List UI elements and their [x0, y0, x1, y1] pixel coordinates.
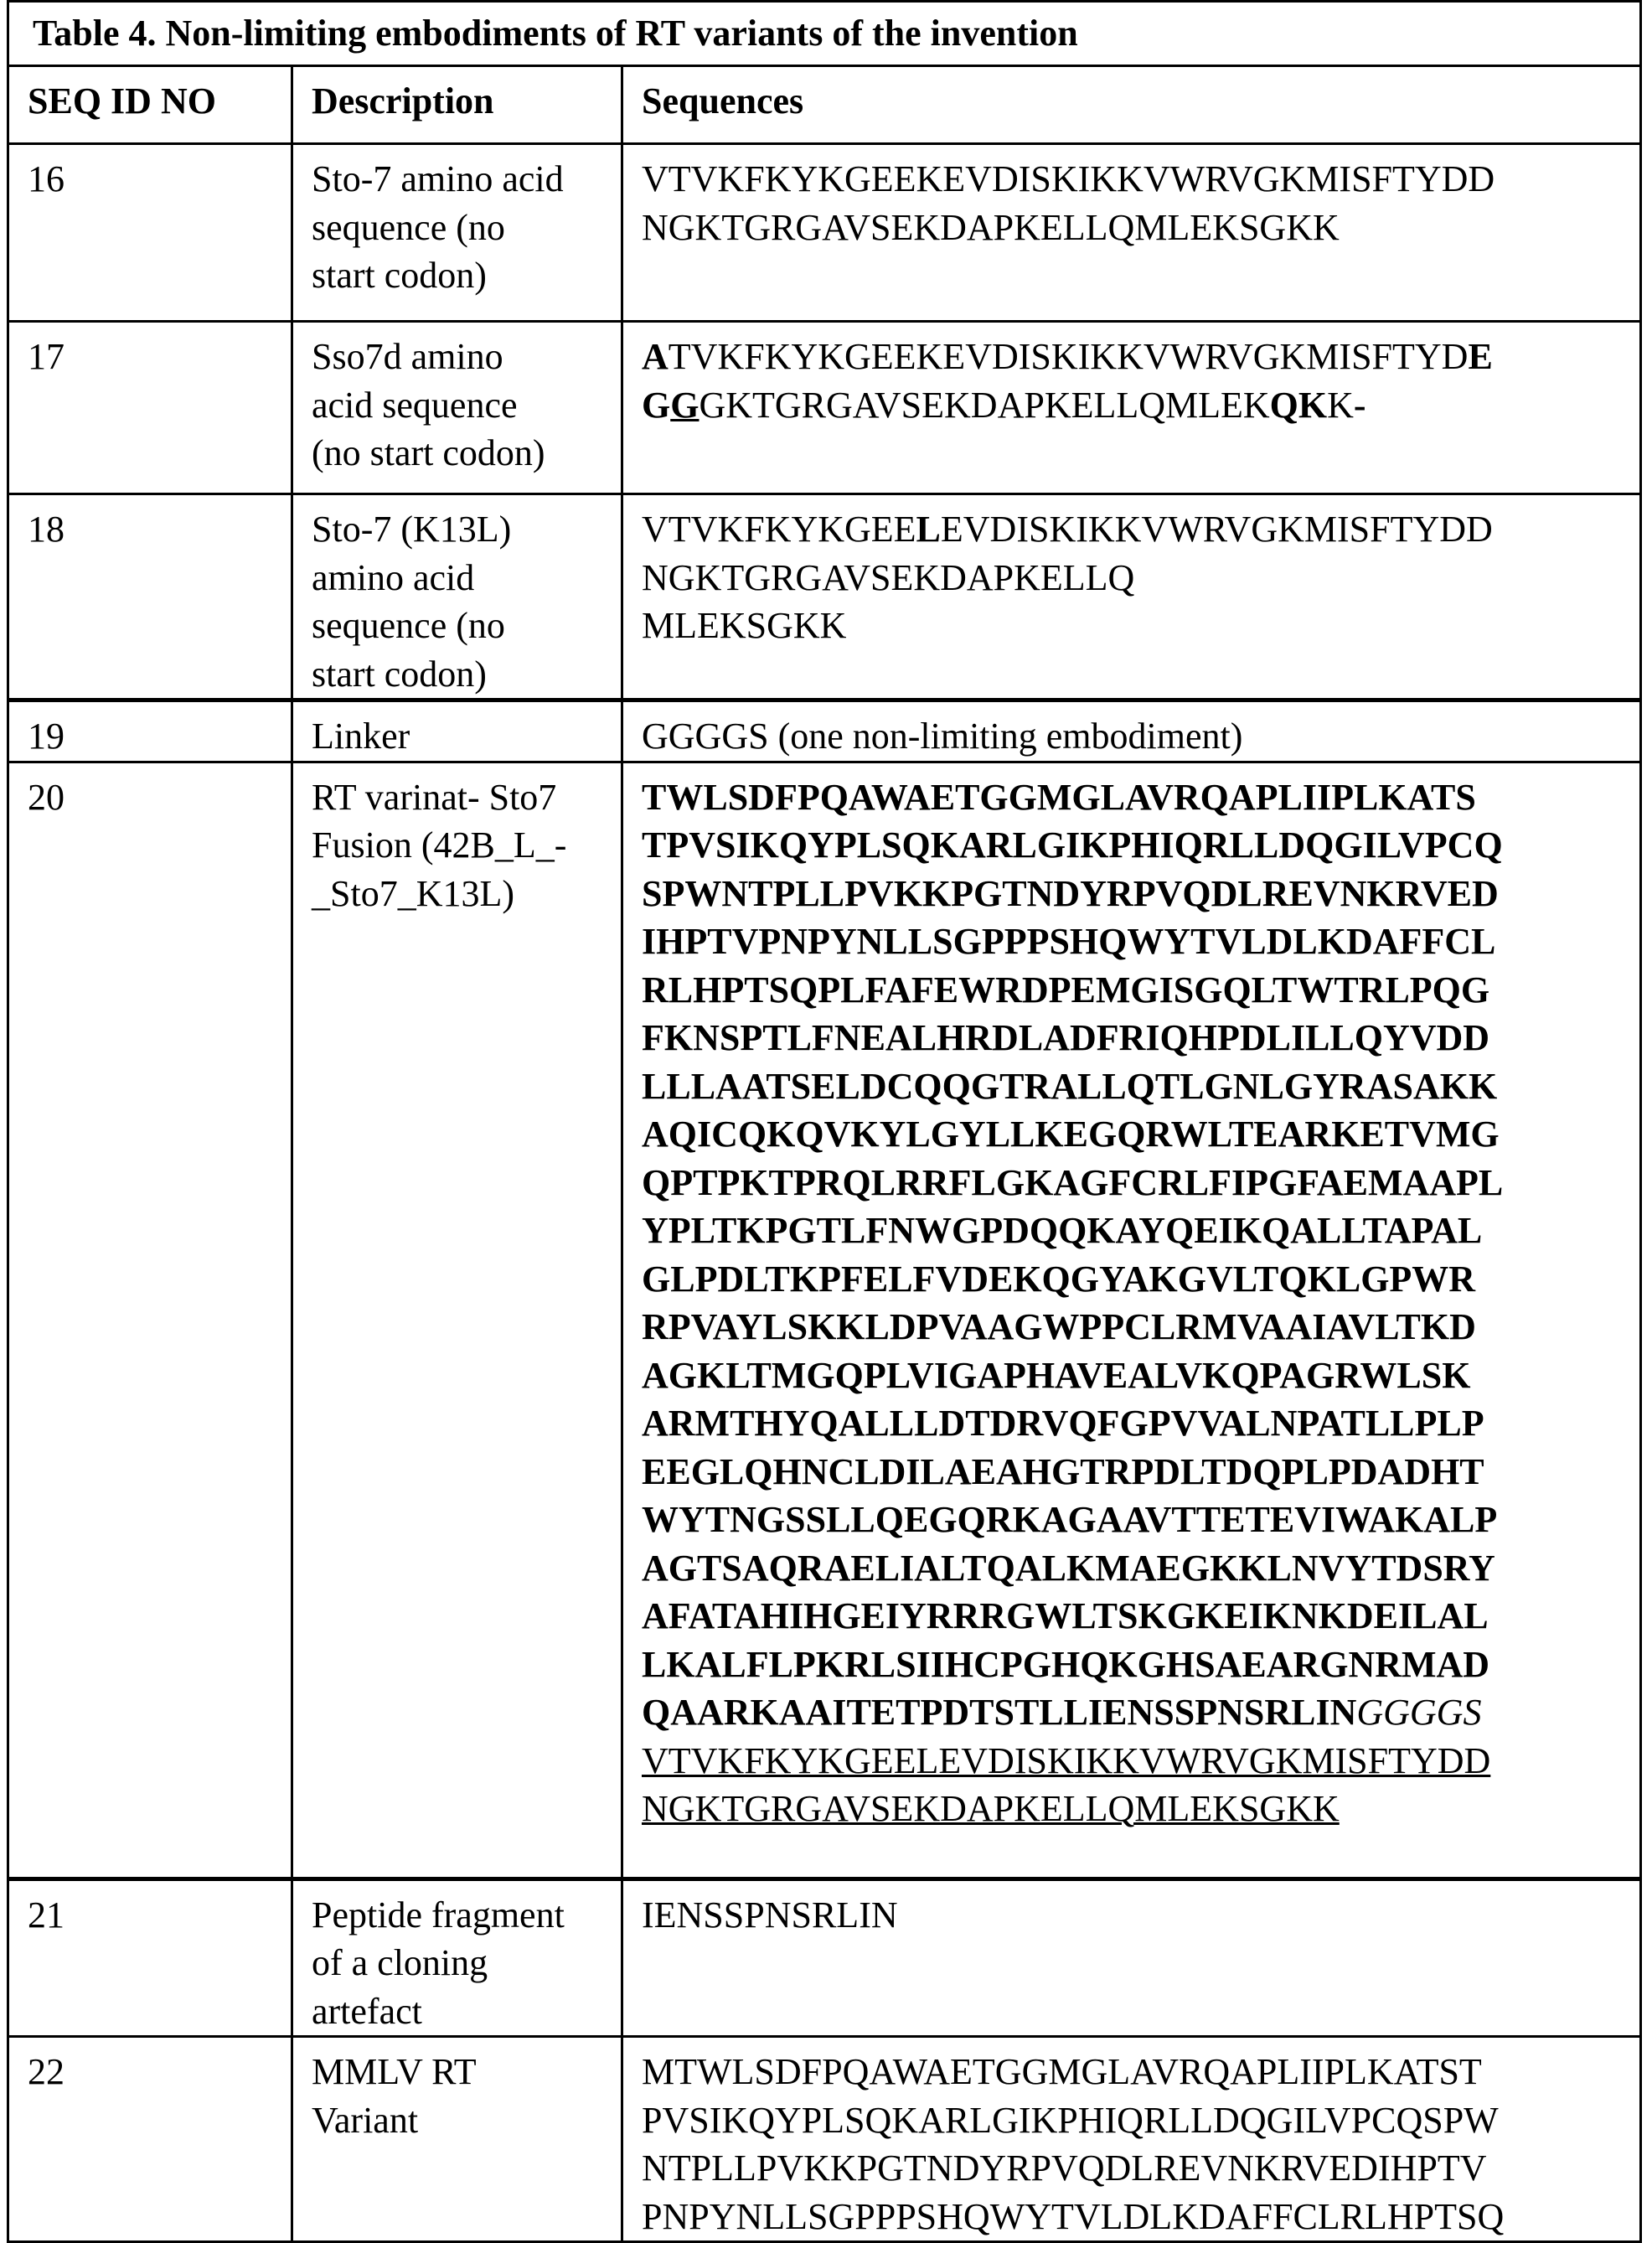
sequence-line — [642, 870, 1629, 918]
sequence-segment: RLHPTSQPLFAFEWRDPEMGISGQLTWTRLPQG — [642, 969, 1489, 1010]
seq-id-cell: 22 — [8, 2037, 292, 2242]
sequence-line — [642, 1785, 1629, 1833]
sequence-line — [642, 155, 1629, 204]
sequence-line — [642, 917, 1629, 966]
description-line: (no start codon) — [312, 429, 611, 478]
table-row — [8, 322, 1641, 494]
sequence-segment: TVKFKYKGEEKEVDISKIKKVWRVGKMISFTYD — [669, 336, 1469, 377]
sequence-segment: GGGGS — [1356, 1692, 1481, 1733]
sequence-segment: QPTPKTPRQLRRFLGKAGFCRLFIPGFAEMAAPL — [642, 1162, 1503, 1203]
seq-id-cell: 21 — [8, 1879, 292, 2037]
description-line: Variant — [312, 2096, 611, 2145]
sequence-segment: IHPTVPNPYNLLSGPPPSHQWYTVLDLKDAFFCL — [642, 921, 1495, 962]
sequence-segment: AGTSAQRAELIALTQALKMAEGKKLNVYTDSRY — [642, 1548, 1495, 1589]
sequence-segment: E — [1468, 336, 1492, 377]
sequence-line — [642, 1641, 1629, 1689]
sequence-segment: VTVKFKYKGEELEVDISKIKKVWRVGKMISFTYDD — [642, 1740, 1490, 1781]
sequence-segment: LKALFLPKRLSIIHCPGHQKGHSAEARGNRMAD — [642, 1644, 1489, 1685]
sequence-segment: IENSSPNSRLIN — [642, 1894, 898, 1935]
description-line: Sto-7 amino acid — [312, 155, 611, 204]
table-row — [8, 762, 1641, 1879]
sequence-segment: GKTGRGAVSEKDAPKELLQMLEK — [699, 385, 1269, 426]
sequence-cell — [622, 2037, 1641, 2242]
sequence-line — [642, 2048, 1629, 2096]
description-line: Peptide fragment — [312, 1891, 611, 1940]
sequence-segment: EVDISKIKKVWRVGKMISFTYDD — [941, 509, 1493, 550]
description-line: artefact — [312, 1987, 611, 2036]
sequence-line — [642, 821, 1629, 870]
table-row — [8, 494, 1641, 700]
sequence-line — [642, 1159, 1629, 1207]
sequence-segment: TWLSDFPQAWAETGGMGLAVRQAPLIIPLKATS — [642, 777, 1476, 818]
sequence-segment: WYTNGSSLLQEGQRKAGAAVTTETEVIWAKALP — [642, 1499, 1497, 1540]
sequence-segment: GLPDLTKPFELFVDEKQGYAKGVLTQKLGPWR — [642, 1258, 1475, 1300]
seq-id-cell: 18 — [8, 494, 292, 700]
sequence-line — [642, 602, 1629, 650]
seq-id-cell: 17 — [8, 322, 292, 494]
sequence-segment: SPWNTPLLPVKKPGTNDYRPVQDLREVNKRVED — [642, 873, 1499, 914]
table-row — [8, 144, 1641, 322]
description-cell — [292, 1879, 622, 2037]
sequence-segment: G — [642, 385, 670, 426]
sequence-line — [642, 1303, 1629, 1351]
sequence-line — [642, 1062, 1629, 1111]
sequence-table — [7, 0, 1642, 2243]
sequence-line — [642, 204, 1629, 252]
table-row — [8, 1879, 1641, 2037]
sequence-segment: A — [642, 336, 669, 377]
sequence-line — [642, 966, 1629, 1015]
table-title: Table 4. Non-limiting embodiments of RT variants of the invention — [8, 2, 1641, 66]
sequence-line — [642, 505, 1629, 554]
sequence-segment: ARMTHYQALLLDTDRVQFGPVVALNPATLLPLP — [642, 1403, 1484, 1444]
header-description: Description — [292, 66, 622, 144]
sequence-segment: NGKTGRGAVSEKDAPKELLQ — [642, 557, 1134, 598]
description-line: RT varinat- Sto7 — [312, 773, 611, 822]
sequence-line — [642, 1110, 1629, 1159]
sequence-line — [642, 2144, 1629, 2193]
sequence-segment: - — [1354, 385, 1366, 426]
sequence-segment: LLLAATSELDCQQGTRALLQTLGNLGYRASAKK — [642, 1066, 1497, 1107]
sequence-cell — [622, 322, 1641, 494]
sequence-cell — [622, 144, 1641, 322]
sequence-line — [642, 554, 1629, 602]
sequence-segment: G — [670, 385, 699, 426]
sequence-segment: YPLTKPGTLFNWGPDQQKAYQEIKQALLTAPAL — [642, 1210, 1482, 1251]
description-cell — [292, 494, 622, 700]
description-line: _Sto7_K13L) — [312, 870, 611, 918]
sequence-line — [642, 2096, 1629, 2145]
description-line: of a cloning — [312, 1939, 611, 1987]
sequence-segment: FKNSPTLFNEALHRDLADFRIQHPDLILLQYVDD — [642, 1017, 1489, 1058]
description-cell — [292, 2037, 622, 2242]
sequence-line — [642, 1207, 1629, 1255]
sequence-segment: MTWLSDFPQAWAETGGMGLAVRQAPLIIPLKATST — [642, 2051, 1482, 2092]
sequence-segment: EEGLQHNCLDILAEAHGTRPDLTDQPLPDADHT — [642, 1451, 1484, 1492]
description-cell — [292, 762, 622, 1879]
table-title-row — [8, 2, 1641, 66]
sequence-segment: RPVAYLSKKLDPVAAGWPPCLRMVAAIAVLTKD — [642, 1306, 1476, 1347]
sequence-segment: VTVKFKYKGEEKEVDISKIKKVWRVGKMISFTYDD — [642, 158, 1495, 199]
sequence-segment: AGKLTMGQPLVIGAPHAVEALVKQPAGRWLSK — [642, 1355, 1470, 1396]
description-line: start codon) — [312, 650, 611, 699]
sequence-segment: MLEKSGKK — [642, 605, 846, 646]
seq-id-cell: 16 — [8, 144, 292, 322]
sequence-segment: NTPLLPVKKPGTNDYRPVQDLREVNKRVEDIHPTV — [642, 2147, 1487, 2189]
header-sequences: Sequences — [622, 66, 1641, 144]
sequence-line — [642, 1688, 1629, 1737]
sequence-segment: L — [916, 509, 941, 550]
sequence-segment: QK — [1270, 385, 1327, 426]
sequence-segment: AQICQKQVKYLGYLLKEGQRWLTEARKETVMG — [642, 1114, 1500, 1155]
sequence-segment: AFATAHIHGEIYRRRGWLTSKGKEIKNKDEILAL — [642, 1595, 1489, 1636]
description-line: sequence (no — [312, 602, 611, 650]
header-row — [8, 66, 1641, 144]
sequence-line — [642, 1351, 1629, 1400]
seq-id-cell: 19 — [8, 700, 292, 762]
description-line: Sso7d amino — [312, 333, 611, 381]
description-cell — [292, 322, 622, 494]
table-row — [8, 2037, 1641, 2242]
sequence-cell — [622, 1879, 1641, 2037]
description-cell — [292, 144, 622, 322]
sequence-segment: GGGGS (one non-limiting embodiment) — [642, 716, 1242, 757]
sequence-line — [642, 1891, 1629, 1940]
description-line: Sto-7 (K13L) — [312, 505, 611, 554]
sequence-segment: TPVSIKQYPLSQKARLGIKPHIQRLLDQGILVPCQ — [642, 824, 1503, 866]
sequence-cell — [622, 700, 1641, 762]
sequence-segment: K — [1327, 385, 1354, 426]
sequence-line — [642, 1544, 1629, 1593]
sequence-cell — [622, 762, 1641, 1879]
sequence-line — [642, 1448, 1629, 1496]
sequence-line — [642, 1014, 1629, 1062]
sequence-segment: VTVKFKYKGEE — [642, 509, 916, 550]
description-line: sequence (no — [312, 204, 611, 252]
description-line: amino acid — [312, 554, 611, 602]
sequence-line — [642, 773, 1629, 822]
sequence-line — [642, 1737, 1629, 1786]
sequence-segment: PNPYNLLSGPPPSHQWYTVLDLKDAFFCLRLHPTSQ — [642, 2196, 1504, 2237]
sequence-segment: NGKTGRGAVSEKDAPKELLQMLEKSGKK — [642, 1788, 1340, 1829]
description-line: Fusion (42B_L_- — [312, 821, 611, 870]
description-cell — [292, 700, 622, 762]
sequence-line — [642, 1255, 1629, 1304]
header-seq-id: SEQ ID NO — [8, 66, 292, 144]
description-line: MMLV RT — [312, 2048, 611, 2096]
sequence-line — [642, 1592, 1629, 1641]
description-line: start codon) — [312, 251, 611, 300]
sequence-segment: PVSIKQYPLSQKARLGIKPHIQRLLDQGILVPCQSPW — [642, 2100, 1499, 2141]
description-line: Linker — [312, 712, 611, 761]
sequence-segment: NGKTGRGAVSEKDAPKELLQMLEKSGKK — [642, 207, 1340, 248]
sequence-line — [642, 333, 1629, 381]
sequence-line — [642, 2193, 1629, 2241]
seq-id-cell: 20 — [8, 762, 292, 1879]
sequence-cell — [622, 494, 1641, 700]
sequence-segment: QAARKAAITETPDTSTLLIENSSPNSRLIN — [642, 1692, 1356, 1733]
sequence-line — [642, 712, 1629, 761]
sequence-line — [642, 1399, 1629, 1448]
sequence-line — [642, 1496, 1629, 1544]
description-line: acid sequence — [312, 381, 611, 430]
table-row — [8, 700, 1641, 762]
sequence-line — [642, 381, 1629, 430]
